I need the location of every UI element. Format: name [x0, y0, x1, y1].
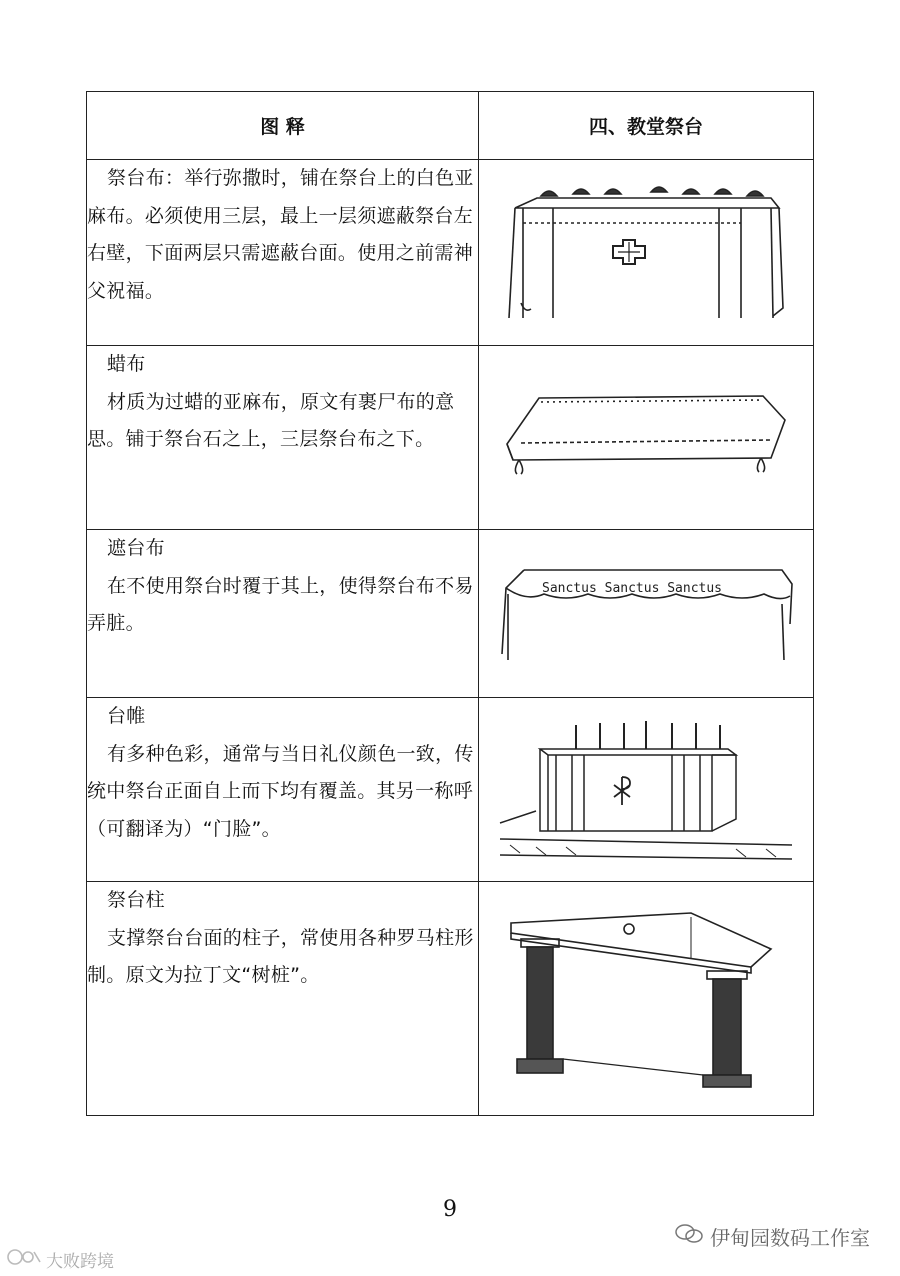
illustration-cell: [479, 160, 814, 346]
definition-text: 有多种色彩，通常与当日礼仪颜色一致，传统中祭台正面自上而下均有覆盖。其另一称呼（可翻译为）“门脸”。: [87, 742, 474, 840]
table-row: [87, 530, 814, 698]
header-explanation: 图 释: [87, 92, 479, 160]
altar-cloth-illustration: [501, 178, 791, 328]
logo-icon: [6, 1246, 42, 1273]
definition-text: 支撑祭台台面的柱子，常使用各种罗马柱形制。原文为拉丁文“树桩”。: [87, 926, 474, 986]
description-cell: [87, 346, 479, 530]
table-row: [87, 160, 814, 346]
glossary-table: [86, 91, 814, 1116]
term-title: 台帷: [107, 705, 146, 727]
watermark-right: [674, 1222, 870, 1251]
illustration-cell: [479, 530, 814, 698]
altar-columns-illustration: [501, 909, 791, 1089]
illustration-cell: [479, 882, 814, 1116]
definition-text: 在不使用祭台时覆于其上，使得祭台布不易弄脏。: [87, 574, 474, 634]
description-cell: [87, 698, 479, 882]
wax-cloth-illustration: [501, 388, 791, 488]
term-title: 遮台布: [107, 537, 165, 559]
illustration-cell: [479, 698, 814, 882]
table-header-row: [87, 92, 814, 160]
header-section-title: 四、教堂祭台: [479, 92, 814, 160]
description-cell: [87, 530, 479, 698]
definition-text: 祭台布：举行弥撒时，铺在祭台上的白色亚麻布。必须使用三层，最上一层须遮蔽祭台左右壁，下面两层只需遮蔽台面。使用之前需神父祝福。: [87, 167, 474, 302]
watermark-left-text: 大败跨境: [46, 1252, 114, 1272]
altar-cover-illustration: [496, 564, 796, 664]
page-number: 9: [443, 1197, 457, 1222]
definition-text: 材质为过蜡的亚麻布，原文有裹尸布的意思。铺于祭台石之上，三层祭台布之下。: [87, 390, 455, 450]
term-title: 蜡布: [107, 353, 146, 375]
description-cell: [87, 160, 479, 346]
illustration-cell: [479, 346, 814, 530]
term-title: 祭台柱: [107, 889, 165, 911]
description-cell: [87, 882, 479, 1116]
table-row: [87, 882, 814, 1116]
watermark-left: [6, 1246, 114, 1273]
watermark-right-text: 伊甸园数码工作室: [710, 1226, 870, 1250]
cover-embroidery-text: Sanctus Sanctus Sanctus: [542, 580, 723, 596]
table-row: [87, 346, 814, 530]
wechat-icon: [674, 1222, 704, 1251]
antependium-illustration: [496, 715, 796, 865]
table-row: [87, 698, 814, 882]
